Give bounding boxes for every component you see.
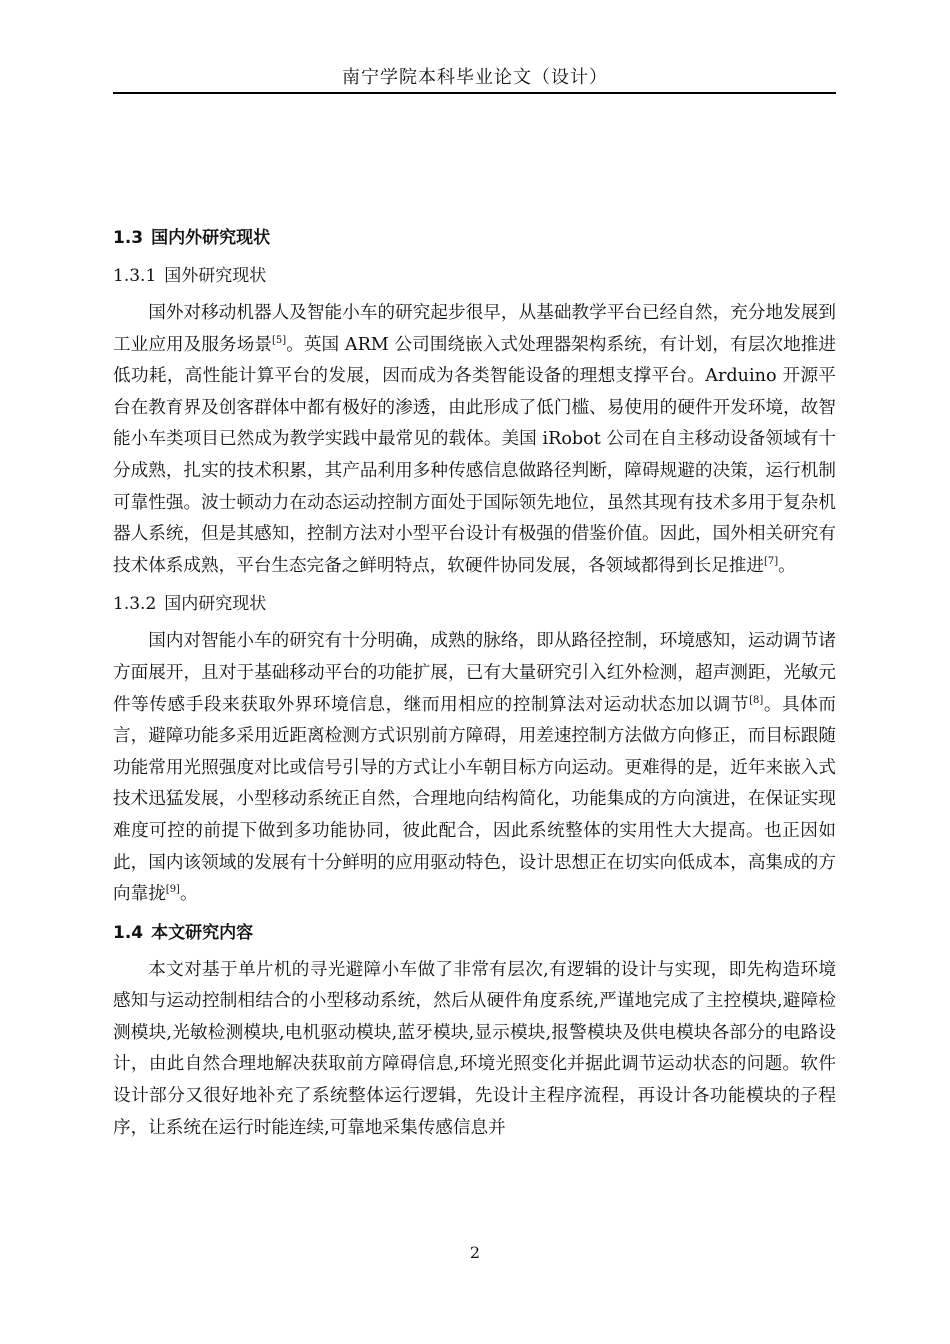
paragraph-text: 国外对移动机器人及智能小车的研究起步很早，从基础教学平台已经自然，充分地发展到工业应用及服务场景: [113, 303, 836, 355]
subsection-title: 国内研究现状: [164, 594, 267, 615]
section-title: 本文研究内容: [151, 922, 254, 943]
section-number: 1.3: [113, 228, 144, 248]
paragraph-foreign-research: [113, 298, 836, 582]
section-number: 1.4: [113, 922, 144, 943]
header-title: 南宁学院本科毕业论文（设计）: [342, 67, 608, 88]
header-divider: [113, 92, 836, 94]
paragraph-text: 。: [778, 555, 796, 576]
paragraph-text: 。英国 ARM 公司围绕嵌入式处理器架构系统，有计划，有层次地推进低功耗，高性能计算平台的发展，因而成为各类智能设备的理想支撑平台。Arduino 开源平台在教育界及创客群体中都有极好的渗透，由此形成了低门槛、易使用的硬件开发环境，故智能小车类项目已然成为教学实践中最常见的载体。美国 iRobot 公司在自主移动设备领域有十分成熟，扎实的技术积累，其产品利用多种传感信息做路径判断，障碍规避的决策，运行机制可靠性强。波士顿动力在动态运动控制方面处于国际领先地位，虽然其现有技术多用于复杂机器人系统，但是其感知，控制方法对小型平台设计有极强的借鉴价值。因此，国外相关研究有技术体系成熟，平台生态完备之鲜明特点，软硬件协同发展，各领域都得到长足推进: [113, 334, 836, 576]
paragraph-domestic-research: [113, 626, 836, 910]
paragraph-text: 。: [179, 884, 198, 905]
paragraph-text: 国内对智能小车的研究有十分明确，成熟的脉络，即从路径控制，环境感知，运动调节诸方面展开，且对于基础移动平台的功能扩展，已有大量研究引入红外检测，超声测距，光敏元件等传感手段来获取外界环境信息，继而用相应的控制算法对运动状态加以调节: [113, 631, 836, 715]
subsection-heading-1-3-1: [113, 260, 836, 292]
citation-ref: [9]: [165, 884, 180, 896]
paragraph-research-content: 本文对基于单片机的寻光避障小车做了非常有层次,有逻辑的设计与实现，即先构造环境感知与运动控制相结合的小型移动系统，然后从硬件角度系统,严谨地完成了主控模块,避障检测模块,光敏检测模块,电机驱动模块,蓝牙模块,显示模块,报警模块及供电模块各部分的电路设计，由此自然合理地解决获取前方障碍信息,环境光照变化并据此调节运动状态的问题。软件设计部分又很好地补充了系统整体运行逻辑，先设计主程序流程，再设计各功能模块的子程序，让系统在运行时能连续,可靠地采集传感信息并: [113, 959, 836, 1138]
paragraph-text: 。具体而言，避障功能多采用近距离检测方式识别前方障碍，用差速控制方法做方向修正，而目标跟随功能常用光照强度对比或信号引导的方式让小车朝目标方向运动。更难得的是，近年来嵌入式技术迅猛发展，小型移动系统正自然，合理地向结构简化，功能集成的方向演进，在保证实现难度可控的前提下做到多功能协同，彼此配合，因此系统整体的实用性大大提高。也正因如此，国内该领域的发展有十分鲜明的应用驱动特色，设计思想正在切实向低成本，高集成的方向靠拢: [113, 694, 836, 905]
subsection-number: 1.3.1: [113, 266, 157, 286]
citation-ref: [8]: [749, 694, 764, 706]
subsection-title: 国外研究现状: [164, 266, 267, 286]
body-content: [113, 222, 836, 1144]
subsection-heading-1-3-2: [113, 588, 836, 620]
section-title: 国内外研究现状: [151, 228, 271, 248]
page-number: 2: [469, 1243, 481, 1262]
section-heading-1-4: [113, 917, 836, 949]
citation-ref: [7]: [763, 555, 779, 567]
citation-ref: [5]: [271, 334, 287, 346]
subsection-number: 1.3.2: [113, 594, 157, 615]
section-heading-1-3: [113, 222, 836, 254]
